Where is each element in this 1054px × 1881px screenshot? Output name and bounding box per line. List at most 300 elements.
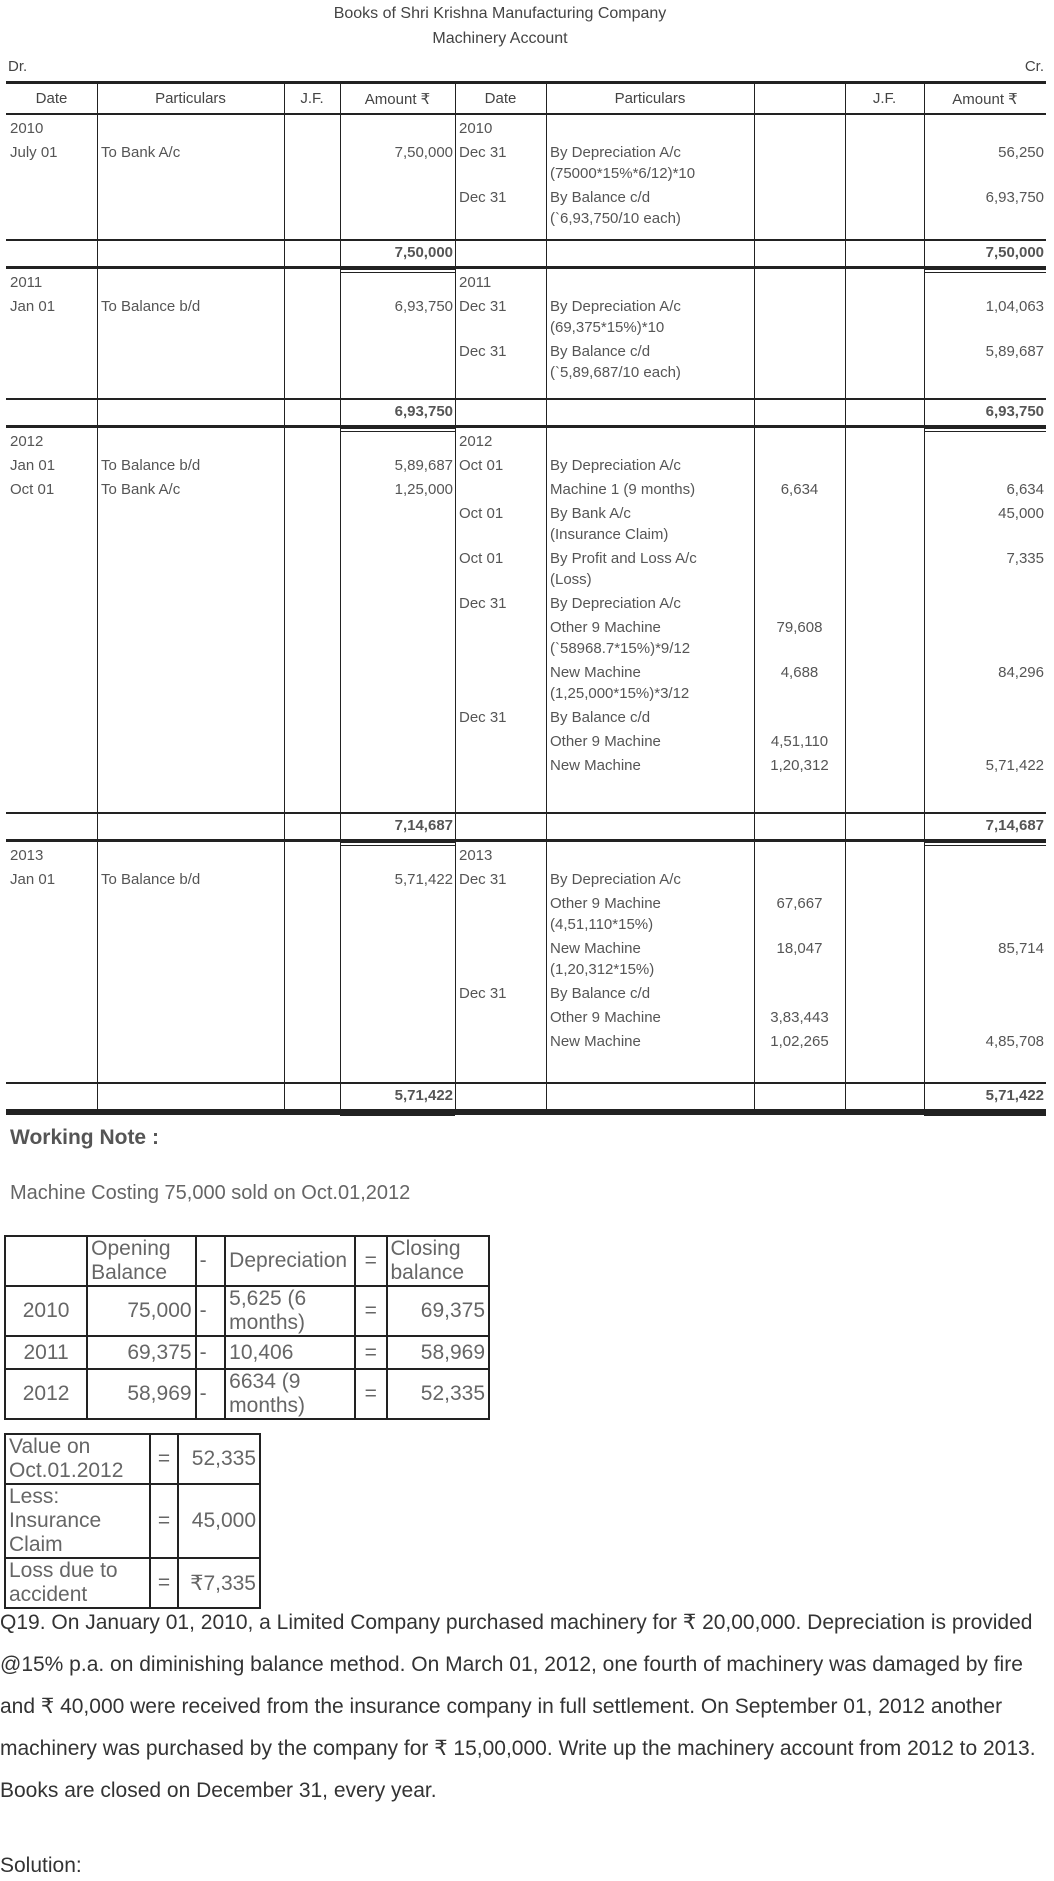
column-divider <box>845 269 846 398</box>
entry-jf <box>845 118 924 139</box>
particulars-line: By Profit and Loss A/c <box>550 550 697 567</box>
entry-jf <box>845 1007 924 1028</box>
header-cell: Opening Balance <box>87 1236 195 1286</box>
entry-amount: 5,89,687 <box>985 343 1044 360</box>
column-divider <box>845 84 846 113</box>
total-credit: 7,14,687 <box>985 817 1044 834</box>
ledger-header <box>6 84 1046 115</box>
entry-amount: 1,25,000 <box>394 481 453 498</box>
ledger-section <box>6 842 1046 1084</box>
entry-jf <box>845 731 924 752</box>
entry-amount: 85,714 <box>998 940 1044 957</box>
entry-particulars <box>546 142 754 184</box>
entry-particulars <box>546 869 754 890</box>
particulars-line <box>101 431 284 452</box>
entry-particulars <box>546 731 754 752</box>
particulars-line: (69,375*15%)*10 <box>550 319 665 336</box>
entry-amount <box>340 845 455 866</box>
column-divider <box>284 115 285 239</box>
entry-amount: 4,85,708 <box>985 1033 1044 1050</box>
loss-table <box>4 1433 261 1609</box>
entry-sub-amount <box>754 503 845 545</box>
credit-label: Cr. <box>1024 58 1044 75</box>
total-debit: 7,14,687 <box>394 817 453 834</box>
entry-particulars <box>546 548 754 590</box>
entry-jf <box>845 983 924 1004</box>
company-title: Books of Shri Krishna Manufacturing Company <box>333 5 667 22</box>
ledger-entry <box>6 428 455 452</box>
entry-date: Jan 01 <box>10 298 56 315</box>
ledger-entry <box>455 476 1046 500</box>
column-divider <box>455 1084 456 1109</box>
entry-particulars <box>97 479 284 500</box>
column-divider <box>845 842 846 1082</box>
depreciation-header-row <box>5 1236 489 1286</box>
header-cell: = <box>355 1236 386 1286</box>
ledger-entry <box>455 452 1046 476</box>
particulars-line: By Depreciation A/c <box>550 457 681 474</box>
table-cell: 10,406 <box>225 1336 355 1369</box>
column-divider <box>845 1084 846 1109</box>
ledger-entry <box>455 842 1046 866</box>
column-divider <box>340 1084 341 1109</box>
entry-date: Dec 31 <box>459 144 507 161</box>
entry-particulars <box>546 272 754 293</box>
entry-sub-amount <box>754 707 845 728</box>
ledger-entry <box>455 590 1046 614</box>
column-divider <box>97 428 98 812</box>
ledger-entry <box>6 269 455 293</box>
table-cell: - <box>196 1286 226 1336</box>
particulars-line <box>550 845 754 866</box>
entry-amount <box>924 893 1046 935</box>
entry-date: 2010 <box>10 120 44 137</box>
column-divider <box>546 1084 547 1109</box>
particulars-line: (1,25,000*15%)*3/12 <box>550 685 690 702</box>
entry-date: Dec 31 <box>459 189 507 206</box>
entry-date: 2012 <box>10 433 44 450</box>
column-divider <box>340 241 341 266</box>
column-divider <box>97 400 98 425</box>
column-divider <box>455 428 456 812</box>
ledger-entry <box>455 269 1046 293</box>
entry-date: Oct 01 <box>459 550 504 567</box>
entry-date: Dec 31 <box>459 871 507 888</box>
entry-jf <box>845 479 924 500</box>
header-cell: J.F. <box>300 90 324 107</box>
table-cell: = <box>150 1434 177 1484</box>
particulars-line <box>550 431 754 452</box>
column-divider <box>546 842 547 1082</box>
entry-particulars <box>546 845 754 866</box>
entry-amount <box>340 272 455 293</box>
table-cell: - <box>196 1336 226 1369</box>
particulars-line: New Machine <box>550 1033 641 1050</box>
entry-sub-amount <box>754 431 845 452</box>
ledger-entry <box>6 115 455 139</box>
column-divider <box>546 269 547 398</box>
column-divider <box>546 84 547 113</box>
total-debit: 6,93,750 <box>394 403 453 420</box>
entry-amount <box>340 431 455 452</box>
entry-date: Jan 01 <box>10 457 56 474</box>
entry-particulars <box>97 296 284 317</box>
column-divider <box>97 241 98 266</box>
entry-sub-amount: 3,83,443 <box>770 1009 829 1026</box>
entry-date <box>455 731 546 752</box>
column-divider <box>284 241 285 266</box>
entry-amount: 84,296 <box>998 664 1044 681</box>
total-credit: 5,71,422 <box>985 1087 1044 1104</box>
column-divider <box>845 428 846 812</box>
header-cell <box>5 1236 87 1286</box>
particulars-line: By Depreciation A/c <box>550 871 681 888</box>
column-divider <box>754 814 755 839</box>
entry-amount <box>924 731 1046 752</box>
total-row <box>6 1084 1046 1112</box>
working-note-heading: Working Note : <box>10 1126 159 1149</box>
particulars-line: Machine 1 (9 months) <box>550 481 696 498</box>
entry-sub-amount: 67,667 <box>776 895 823 912</box>
column-divider <box>340 269 341 398</box>
column-divider <box>455 84 456 113</box>
column-divider <box>924 400 925 425</box>
total-debit: 7,50,000 <box>394 244 453 261</box>
entry-amount: 6,634 <box>1006 481 1044 498</box>
entry-particulars <box>546 617 754 659</box>
column-divider <box>845 241 846 266</box>
column-divider <box>340 842 341 1082</box>
column-divider <box>924 241 925 266</box>
column-divider <box>340 400 341 425</box>
entry-jf <box>845 142 924 184</box>
entry-jf <box>845 503 924 545</box>
entry-jf <box>284 118 340 139</box>
ledger-entry <box>6 293 455 317</box>
entry-amount <box>340 118 455 139</box>
entry-date: 2010 <box>459 120 493 137</box>
table-cell: - <box>196 1369 226 1419</box>
ledger-entry <box>6 139 455 163</box>
total-row <box>6 241 1046 269</box>
entry-amount: 5,71,422 <box>985 757 1044 774</box>
column-divider <box>340 115 341 239</box>
entry-amount: 7,335 <box>1006 550 1044 567</box>
particulars-line: (Loss) <box>550 571 592 588</box>
entry-date: Jan 01 <box>10 871 56 888</box>
entry-date <box>455 755 546 776</box>
entry-amount <box>924 983 1046 1004</box>
ledger-entry <box>455 1028 1046 1052</box>
ledger-entry <box>6 842 455 866</box>
entry-particulars <box>546 662 754 704</box>
entry-date: Dec 31 <box>459 985 507 1002</box>
column-divider <box>546 241 547 266</box>
header-cell: Depreciation <box>225 1236 355 1286</box>
table-cell: Less: Insurance Claim <box>5 1484 150 1558</box>
entry-sub-amount <box>754 296 845 338</box>
entry-date: 2012 <box>459 433 493 450</box>
column-divider <box>546 814 547 839</box>
column-divider <box>455 842 456 1082</box>
depreciation-row <box>5 1336 489 1369</box>
particulars-line: To Balance b/d <box>101 871 201 888</box>
ledger-entry <box>455 614 1046 659</box>
column-divider <box>546 400 547 425</box>
table-cell: ₹7,335 <box>178 1558 260 1608</box>
entry-amount: 1,04,063 <box>985 298 1044 315</box>
column-divider <box>455 269 456 398</box>
entry-sub-amount <box>754 548 845 590</box>
ledger-entry <box>455 866 1046 890</box>
column-divider <box>340 428 341 812</box>
ledger-entry <box>455 704 1046 728</box>
entry-particulars <box>97 431 284 452</box>
table-cell: 69,375 <box>87 1336 195 1369</box>
column-divider <box>284 428 285 812</box>
total-row <box>6 400 1046 428</box>
entry-amount: 5,71,422 <box>394 871 453 888</box>
table-cell: 75,000 <box>87 1286 195 1336</box>
ledger-entry <box>455 659 1046 704</box>
loss-row <box>5 1484 260 1558</box>
entry-jf <box>284 869 340 890</box>
ledger-entry <box>455 890 1046 935</box>
column-divider <box>546 428 547 812</box>
column-divider <box>754 842 755 1082</box>
entry-date: 2013 <box>459 847 493 864</box>
table-cell: = <box>150 1558 177 1608</box>
table-cell: 69,375 <box>387 1286 490 1336</box>
column-divider <box>845 400 846 425</box>
entry-particulars <box>546 431 754 452</box>
entry-amount: 6,93,750 <box>394 298 453 315</box>
ledger-entry <box>455 752 1046 776</box>
column-divider <box>924 84 925 113</box>
entry-date: 2013 <box>10 847 44 864</box>
entry-date: 2011 <box>459 274 492 291</box>
ledger-entry <box>455 428 1046 452</box>
entry-date <box>455 617 546 659</box>
ledger-section <box>6 428 1046 814</box>
particulars-line: By Balance c/d <box>550 985 651 1002</box>
entry-jf <box>284 479 340 500</box>
entry-particulars <box>546 341 754 383</box>
particulars-line: By Depreciation A/c <box>550 595 681 612</box>
column-divider <box>284 842 285 1082</box>
header-cell: Particulars <box>155 90 226 107</box>
entry-jf <box>845 1031 924 1052</box>
debit-side <box>6 269 455 398</box>
solution-label: Solution: <box>0 1854 82 1877</box>
column-divider <box>97 115 98 239</box>
particulars-line: To Balance b/d <box>101 457 201 474</box>
entry-particulars <box>97 845 284 866</box>
table-cell: 45,000 <box>178 1484 260 1558</box>
entry-jf <box>845 938 924 980</box>
header-cell: Date <box>35 90 68 107</box>
ledger-entry <box>6 452 455 476</box>
table-cell: = <box>355 1286 386 1336</box>
column-divider <box>924 1084 925 1109</box>
working-note-intro: Machine Costing 75,000 sold on Oct.01,2012 <box>10 1182 411 1204</box>
entry-jf <box>845 187 924 229</box>
entry-amount <box>924 617 1046 659</box>
column-divider <box>924 269 925 398</box>
total-credit: 6,93,750 <box>985 403 1044 420</box>
machinery-ledger <box>6 81 1046 1115</box>
particulars-line: By Balance c/d <box>550 709 651 726</box>
entry-date: Oct 01 <box>10 481 55 498</box>
ledger-entry <box>6 476 455 500</box>
entry-jf <box>845 755 924 776</box>
column-divider <box>455 814 456 839</box>
total-credit: 7,50,000 <box>985 244 1044 261</box>
entry-date: Dec 31 <box>459 343 507 360</box>
entry-particulars <box>546 503 754 545</box>
ledger-entry <box>455 293 1046 338</box>
entry-jf <box>284 142 340 163</box>
column-divider <box>924 115 925 239</box>
column-divider <box>455 400 456 425</box>
particulars-line: By Balance c/d <box>550 343 651 360</box>
header-cell: - <box>196 1236 226 1286</box>
particulars-line: (`58968.7*15%)*9/12 <box>550 640 691 657</box>
entry-date <box>455 893 546 935</box>
column-divider <box>97 814 98 839</box>
entry-particulars <box>546 893 754 935</box>
column-divider <box>924 842 925 1082</box>
column-divider <box>284 1084 285 1109</box>
entry-particulars <box>546 479 754 500</box>
entry-amount <box>924 118 1046 139</box>
particulars-line: (`5,89,687/10 each) <box>550 364 681 381</box>
entry-jf <box>284 431 340 452</box>
particulars-line: To Bank A/c <box>101 481 181 498</box>
entry-amount <box>924 1007 1046 1028</box>
entry-date: Dec 31 <box>459 595 507 612</box>
particulars-line: New Machine <box>550 664 641 681</box>
column-divider <box>546 115 547 239</box>
column-divider <box>754 115 755 239</box>
entry-jf <box>845 341 924 383</box>
entry-jf <box>845 845 924 866</box>
header-cell: Amount ₹ <box>364 91 431 108</box>
entry-sub-amount: 79,608 <box>776 619 823 636</box>
ledger-section <box>6 115 1046 241</box>
entry-particulars <box>546 707 754 728</box>
particulars-line: New Machine <box>550 940 641 957</box>
entry-sub-amount <box>754 142 845 184</box>
ledger-entry <box>455 184 1046 229</box>
particulars-line: (75000*15%*6/12)*10 <box>550 165 696 182</box>
particulars-line: Other 9 Machine <box>550 1009 661 1026</box>
credit-side <box>455 428 1046 812</box>
particulars-line: To Balance b/d <box>101 298 201 315</box>
credit-side <box>455 115 1046 239</box>
entry-amount <box>924 593 1046 614</box>
entry-jf <box>845 548 924 590</box>
entry-amount <box>924 869 1046 890</box>
depreciation-row <box>5 1286 489 1336</box>
column-divider <box>455 115 456 239</box>
total-debit: 5,71,422 <box>394 1087 453 1104</box>
ledger-entry <box>455 338 1046 383</box>
column-divider <box>754 400 755 425</box>
entry-sub-amount: 4,51,110 <box>770 733 829 750</box>
particulars-line: By Bank A/c <box>550 505 631 522</box>
column-divider <box>754 241 755 266</box>
ledger-entry <box>6 866 455 890</box>
entry-sub-amount <box>754 118 845 139</box>
entry-sub-amount <box>754 983 845 1004</box>
entry-particulars <box>546 593 754 614</box>
column-divider <box>845 115 846 239</box>
entry-amount <box>924 431 1046 452</box>
entry-date <box>455 938 546 980</box>
entry-sub-amount <box>754 341 845 383</box>
table-cell: 6634 (9 months) <box>225 1369 355 1419</box>
table-cell: 52,335 <box>387 1369 490 1419</box>
entry-particulars <box>546 1007 754 1028</box>
ledger-entry <box>455 728 1046 752</box>
entry-jf <box>845 707 924 728</box>
entry-amount: 45,000 <box>998 505 1044 522</box>
ledger-entry <box>455 115 1046 139</box>
entry-particulars <box>546 938 754 980</box>
entry-date: Oct 01 <box>459 457 504 474</box>
entry-amount: 5,89,687 <box>394 457 453 474</box>
entry-particulars <box>546 296 754 338</box>
debit-side <box>6 842 455 1082</box>
entry-jf <box>845 296 924 338</box>
entry-sub-amount: 4,688 <box>780 664 819 681</box>
particulars-line: By Depreciation A/c <box>550 298 681 315</box>
entry-sub-amount <box>754 272 845 293</box>
ledger-entry <box>455 980 1046 1004</box>
column-divider <box>97 1084 98 1109</box>
particulars-line: By Balance c/d <box>550 189 651 206</box>
entry-sub-amount: 1,02,265 <box>770 1033 829 1050</box>
particulars-line: New Machine <box>550 757 641 774</box>
entry-particulars <box>97 142 284 163</box>
column-divider <box>284 400 285 425</box>
double-underline <box>924 1112 1046 1116</box>
entry-jf <box>284 455 340 476</box>
entry-date <box>455 479 546 500</box>
column-divider <box>754 1084 755 1109</box>
particulars-line <box>101 272 284 293</box>
column-divider <box>754 269 755 398</box>
entry-sub-amount <box>754 455 845 476</box>
entry-sub-amount: 1,20,312 <box>770 757 829 774</box>
particulars-line: (`6,93,750/10 each) <box>550 210 681 227</box>
entry-amount <box>924 845 1046 866</box>
column-divider <box>924 814 925 839</box>
particulars-line: To Bank A/c <box>101 144 181 161</box>
particulars-line <box>550 118 754 139</box>
header-cell: Date <box>484 90 517 107</box>
depreciation-row <box>5 1369 489 1419</box>
debit-side <box>6 428 455 812</box>
entry-date <box>455 662 546 704</box>
column-divider <box>340 814 341 839</box>
entry-date: Oct 01 <box>459 505 504 522</box>
column-divider <box>97 842 98 1082</box>
column-divider <box>754 84 755 113</box>
ledger-entry <box>455 935 1046 980</box>
header-cell: Amount ₹ <box>952 91 1018 108</box>
